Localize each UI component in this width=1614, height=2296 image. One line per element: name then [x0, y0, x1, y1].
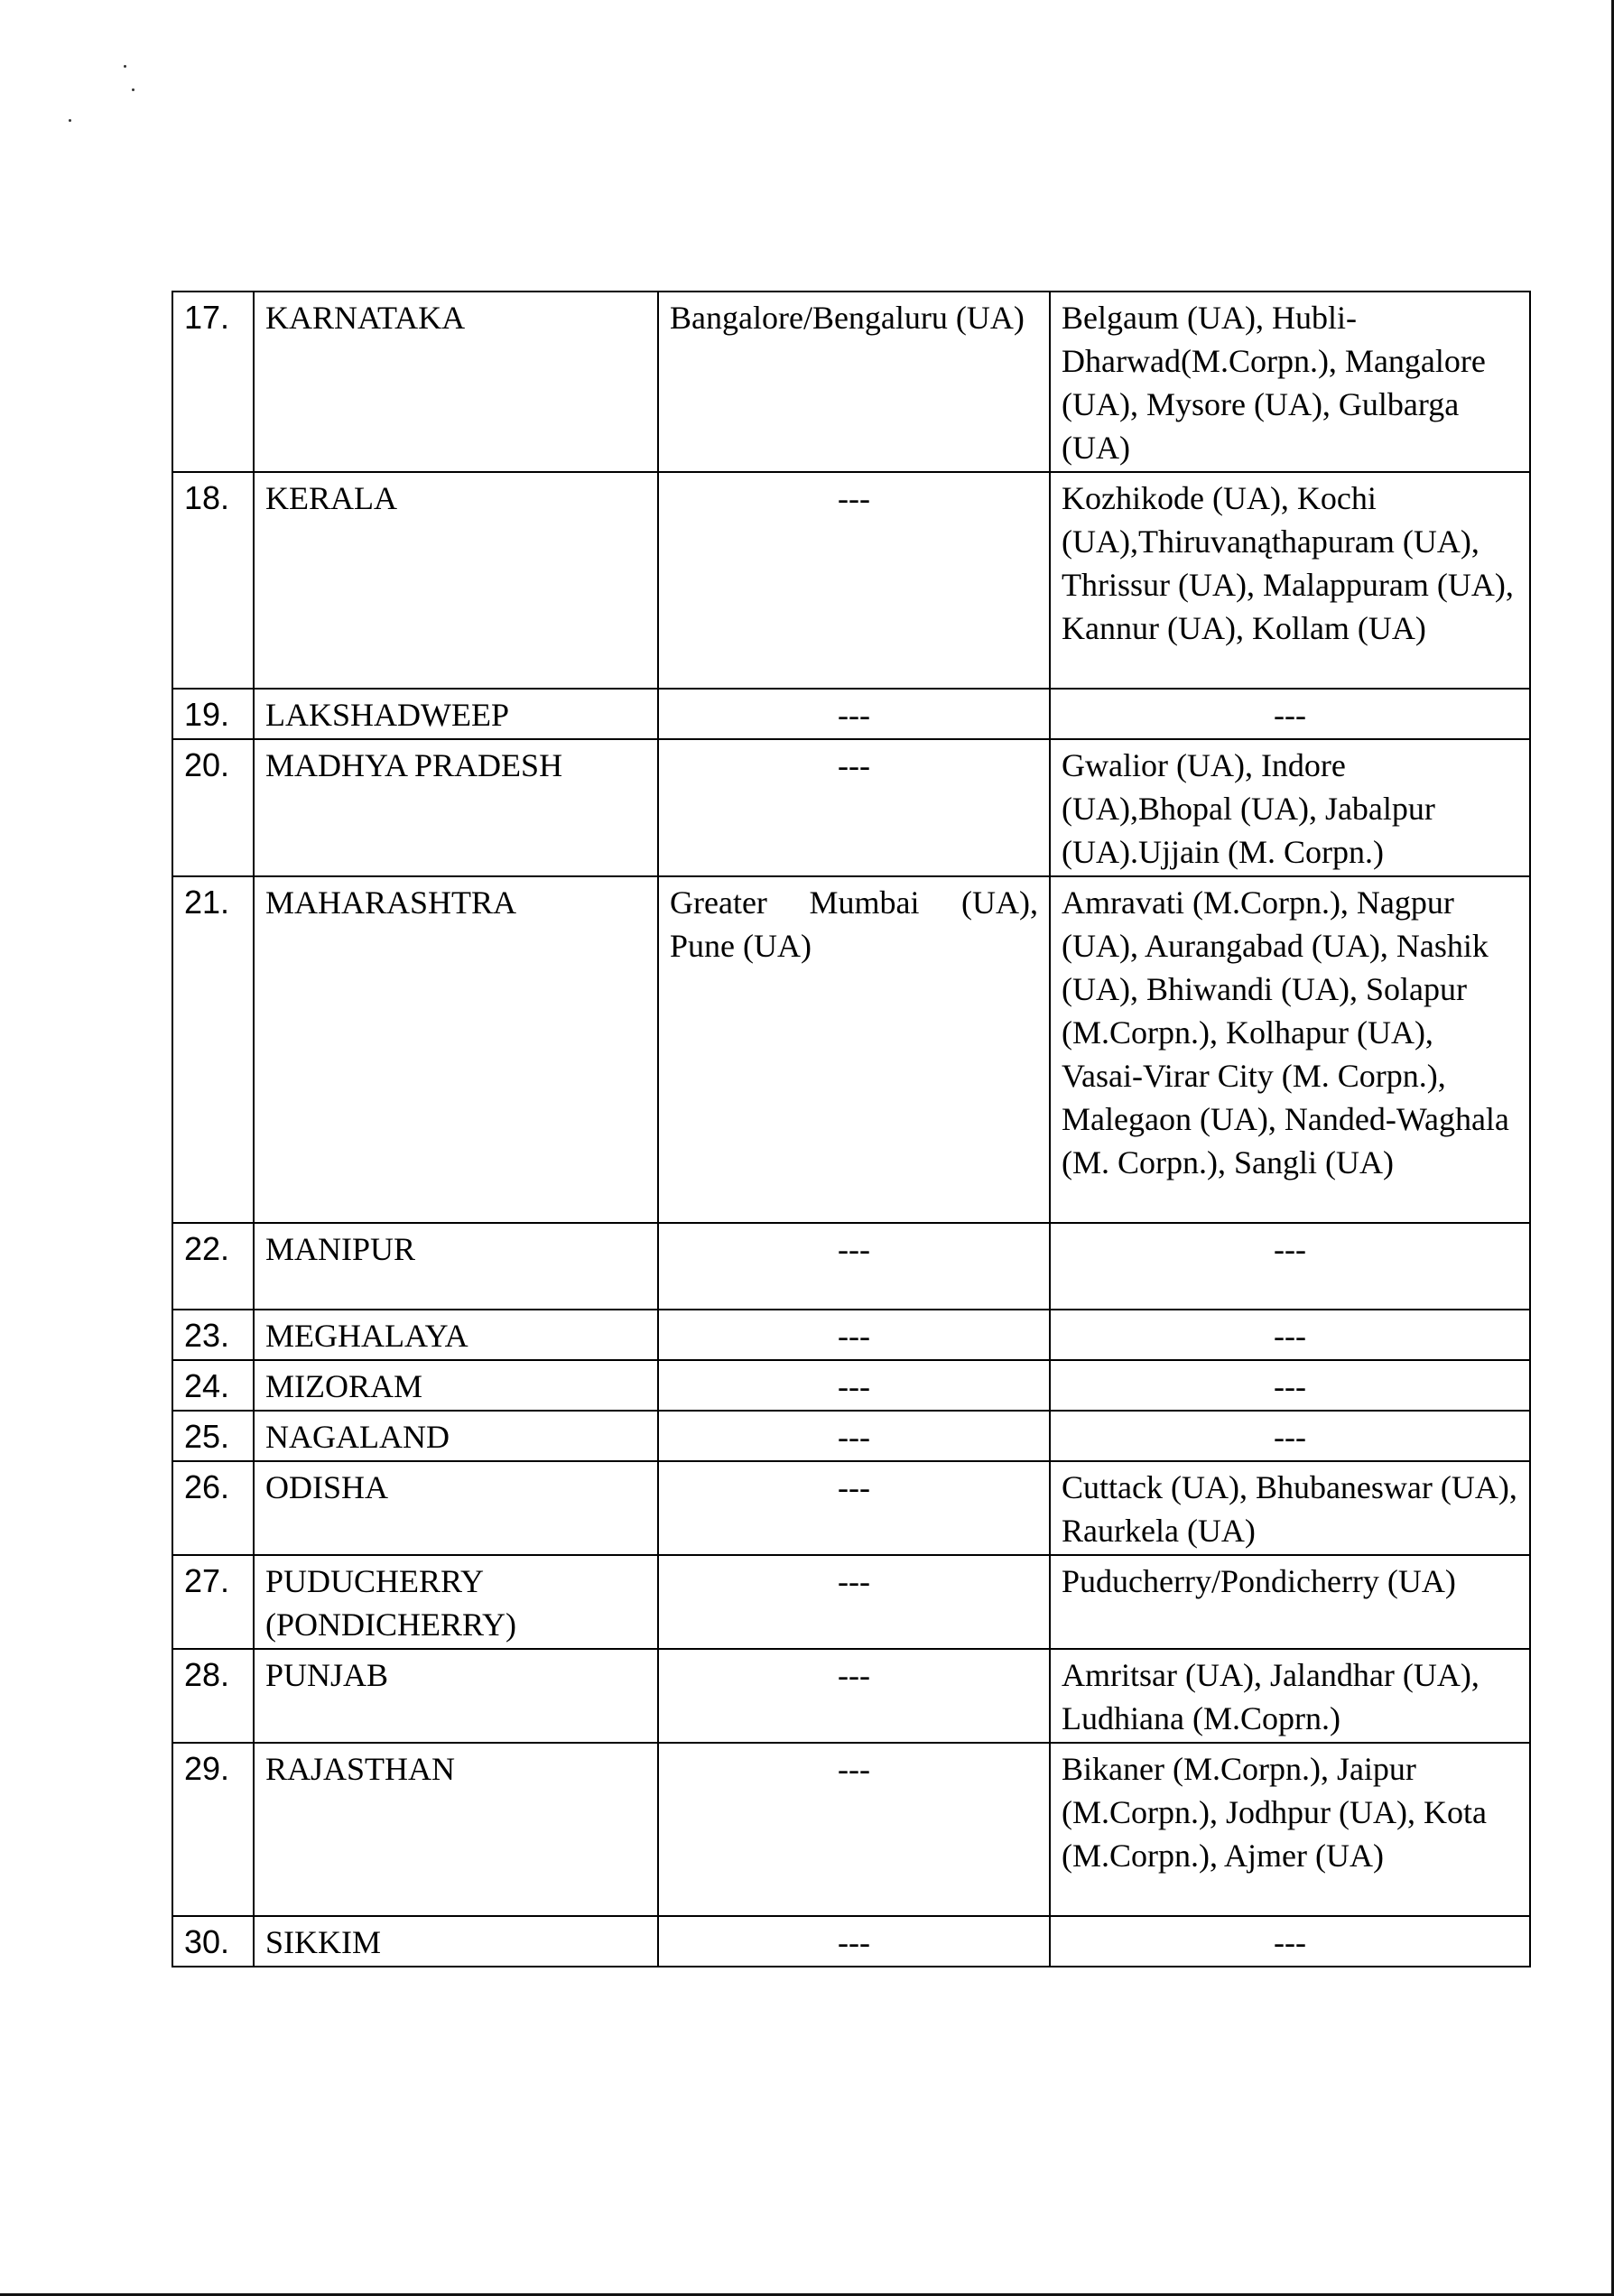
serial-number: 18. — [172, 472, 254, 689]
scan-speck — [132, 88, 134, 91]
table-row — [172, 1310, 1530, 1360]
state-name: LAKSHADWEEP — [254, 689, 658, 739]
other-cities: Kozhikode (UA), Kochi (UA),Thiruvanąthapuram (UA), Thrissur (UA), Malappuram (UA), Kannur (UA), Kollam (UA) — [1050, 472, 1530, 689]
mega-cities: --- — [658, 1461, 1050, 1555]
serial-number: 29. — [172, 1743, 254, 1916]
mega-cities: Greater Mumbai (UA), Pune (UA) — [658, 876, 1050, 1223]
serial-number: 24. — [172, 1360, 254, 1411]
table-row — [172, 1916, 1530, 1967]
serial-number: 19. — [172, 689, 254, 739]
state-name: KARNATAKA — [254, 292, 658, 472]
state-name: MEGHALAYA — [254, 1310, 658, 1360]
mega-cities: --- — [658, 472, 1050, 689]
other-cities: Amravati (M.Corpn.), Nagpur (UA), Aurangabad (UA), Nashik (UA), Bhiwandi (UA), Solapur (M.Corpn.), Kolhapur (UA), Vasai-Virar City (M. Corpn.), Malegaon (UA), Nanded-Waghala (M. Corpn.), Sangli (UA) — [1050, 876, 1530, 1223]
table-row — [172, 1411, 1530, 1461]
state-name: NAGALAND — [254, 1411, 658, 1461]
state-name: MAHARASHTRA — [254, 876, 658, 1223]
state-name: KERALA — [254, 472, 658, 689]
state-name: MIZORAM — [254, 1360, 658, 1411]
mega-cities: --- — [658, 1916, 1050, 1967]
table-row — [172, 1223, 1530, 1310]
state-name: MADHYA PRADESH — [254, 739, 658, 876]
mega-cities: --- — [658, 739, 1050, 876]
table-row — [172, 1649, 1530, 1743]
other-cities: --- — [1050, 689, 1530, 739]
table-row — [172, 689, 1530, 739]
serial-number: 17. — [172, 292, 254, 472]
state-name: MANIPUR — [254, 1223, 658, 1310]
other-cities: Amritsar (UA), Jalandhar (UA), Ludhiana (M.Coprn.) — [1050, 1649, 1530, 1743]
table-row — [172, 472, 1530, 689]
table-row — [172, 1743, 1530, 1916]
serial-number: 27. — [172, 1555, 254, 1649]
other-cities: --- — [1050, 1310, 1530, 1360]
other-cities: --- — [1050, 1916, 1530, 1967]
scan-speck — [124, 65, 126, 68]
serial-number: 26. — [172, 1461, 254, 1555]
state-name: RAJASTHAN — [254, 1743, 658, 1916]
other-cities: --- — [1050, 1360, 1530, 1411]
table-row — [172, 876, 1530, 1223]
states-table — [172, 291, 1531, 1967]
table-row — [172, 292, 1530, 472]
table-row — [172, 1461, 1530, 1555]
table-row — [172, 739, 1530, 876]
mega-cities: --- — [658, 1223, 1050, 1310]
serial-number: 23. — [172, 1310, 254, 1360]
other-cities: --- — [1050, 1223, 1530, 1310]
state-name: PUDUCHERRY (PONDICHERRY) — [254, 1555, 658, 1649]
scan-speck — [69, 119, 71, 122]
other-cities: Puducherry/Pondicherry (UA) — [1050, 1555, 1530, 1649]
serial-number: 30. — [172, 1916, 254, 1967]
serial-number: 28. — [172, 1649, 254, 1743]
mega-cities: --- — [658, 1649, 1050, 1743]
other-cities: Cuttack (UA), Bhubaneswar (UA), Raurkela (UA) — [1050, 1461, 1530, 1555]
mega-cities: --- — [658, 1555, 1050, 1649]
other-cities: --- — [1050, 1411, 1530, 1461]
table-row — [172, 1360, 1530, 1411]
state-name: SIKKIM — [254, 1916, 658, 1967]
mega-cities: Bangalore/Bengaluru (UA) — [658, 292, 1050, 472]
state-name: PUNJAB — [254, 1649, 658, 1743]
mega-cities: --- — [658, 1411, 1050, 1461]
mega-cities: --- — [658, 1310, 1050, 1360]
serial-number: 20. — [172, 739, 254, 876]
serial-number: 21. — [172, 876, 254, 1223]
other-cities: Bikaner (M.Corpn.), Jaipur (M.Corpn.), Jodhpur (UA), Kota (M.Corpn.), Ajmer (UA) — [1050, 1743, 1530, 1916]
serial-number: 25. — [172, 1411, 254, 1461]
state-name: ODISHA — [254, 1461, 658, 1555]
table-row — [172, 1555, 1530, 1649]
mega-cities: --- — [658, 1360, 1050, 1411]
other-cities: Belgaum (UA), Hubli-Dharwad(M.Corpn.), Mangalore (UA), Mysore (UA), Gulbarga (UA) — [1050, 292, 1530, 472]
other-cities: Gwalior (UA), Indore (UA),Bhopal (UA), Jabalpur (UA).Ujjain (M. Corpn.) — [1050, 739, 1530, 876]
mega-cities: --- — [658, 1743, 1050, 1916]
serial-number: 22. — [172, 1223, 254, 1310]
mega-cities: --- — [658, 689, 1050, 739]
